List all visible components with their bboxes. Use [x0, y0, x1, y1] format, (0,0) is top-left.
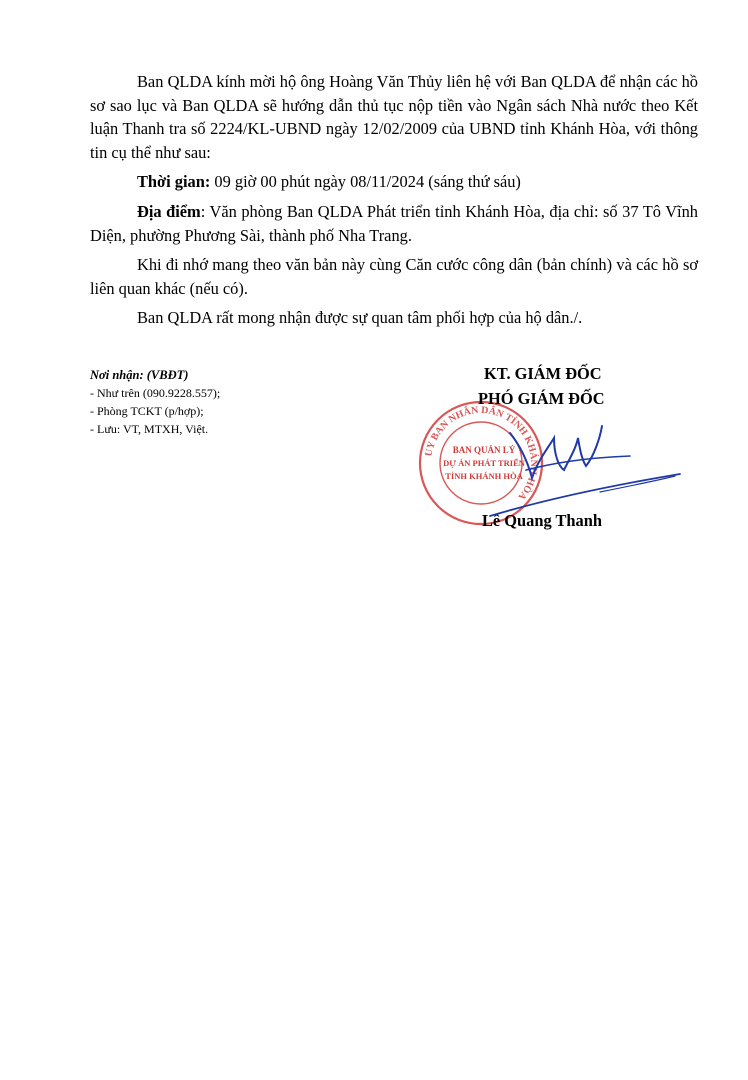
place-paragraph — [90, 200, 698, 247]
place-value: : Văn phòng Ban QLDA Phát triển tỉnh Khánh Hòa, địa chỉ: số 37 Tô Vĩnh Diện, phường Phương Sài, thành phố Nha Trang. — [90, 201, 698, 245]
stamp-line-1: BAN QUẢN LÝ — [452, 445, 516, 455]
recipient-item: - Như trên (090.9228.557); — [90, 386, 221, 400]
signature-title-1: KT. GIÁM ĐỐC — [484, 364, 602, 383]
time-paragraph — [90, 170, 698, 194]
signer-name: Lê Quang Thanh — [482, 511, 602, 530]
recipient-item: - Phòng TCKT (p/hợp); — [90, 404, 204, 418]
recipients-block — [90, 366, 220, 438]
time-label: Thời gian: — [137, 172, 211, 192]
stamp-line-3: TỈNH KHÁNH HÒA — [445, 471, 523, 481]
time-value: 09 giờ 00 phút ngày 08/11/2024 (sáng thứ sáu) — [210, 172, 521, 192]
handwritten-signature — [430, 408, 710, 528]
signature-title-2: PHÓ GIÁM ĐỐC — [478, 389, 605, 408]
thanks-paragraph: Ban QLDA rất mong nhận được sự quan tâm phối hợp của hộ dân./. — [137, 308, 583, 328]
intro-paragraph: Ban QLDA kính mời hộ ông Hoàng Văn Thủy liên hệ với Ban QLDA để nhận các hồ sơ sao lục và Ban QLDA sẽ hướng dẫn thủ tục nộp tiền vào Ngân sách Nhà nước theo Kết luận Thanh tra số 2224/KL-UBND ngày 12/02/2009 của UBND tỉnh Khánh Hòa, với thông tin cụ thể như sau: — [90, 72, 698, 162]
bring-documents-paragraph: Khi đi nhớ mang theo văn bản này cùng Căn cước công dân (bản chính) và các hồ sơ liên quan khác (nếu có). — [90, 255, 698, 298]
stamp-ring-text: UY BAN NHÂN DÂN TỈNH KHÁNH HÒA — [423, 404, 540, 502]
place-label: Địa điểm — [137, 201, 201, 221]
recipients-title: Nơi nhận: (VBĐT) — [90, 368, 189, 382]
recipient-item: - Lưu: VT, MTXH, Việt. — [90, 422, 209, 436]
stamp-line-2: DỰ ÁN PHÁT TRIỂN — [443, 458, 525, 468]
letter-body — [90, 70, 698, 330]
